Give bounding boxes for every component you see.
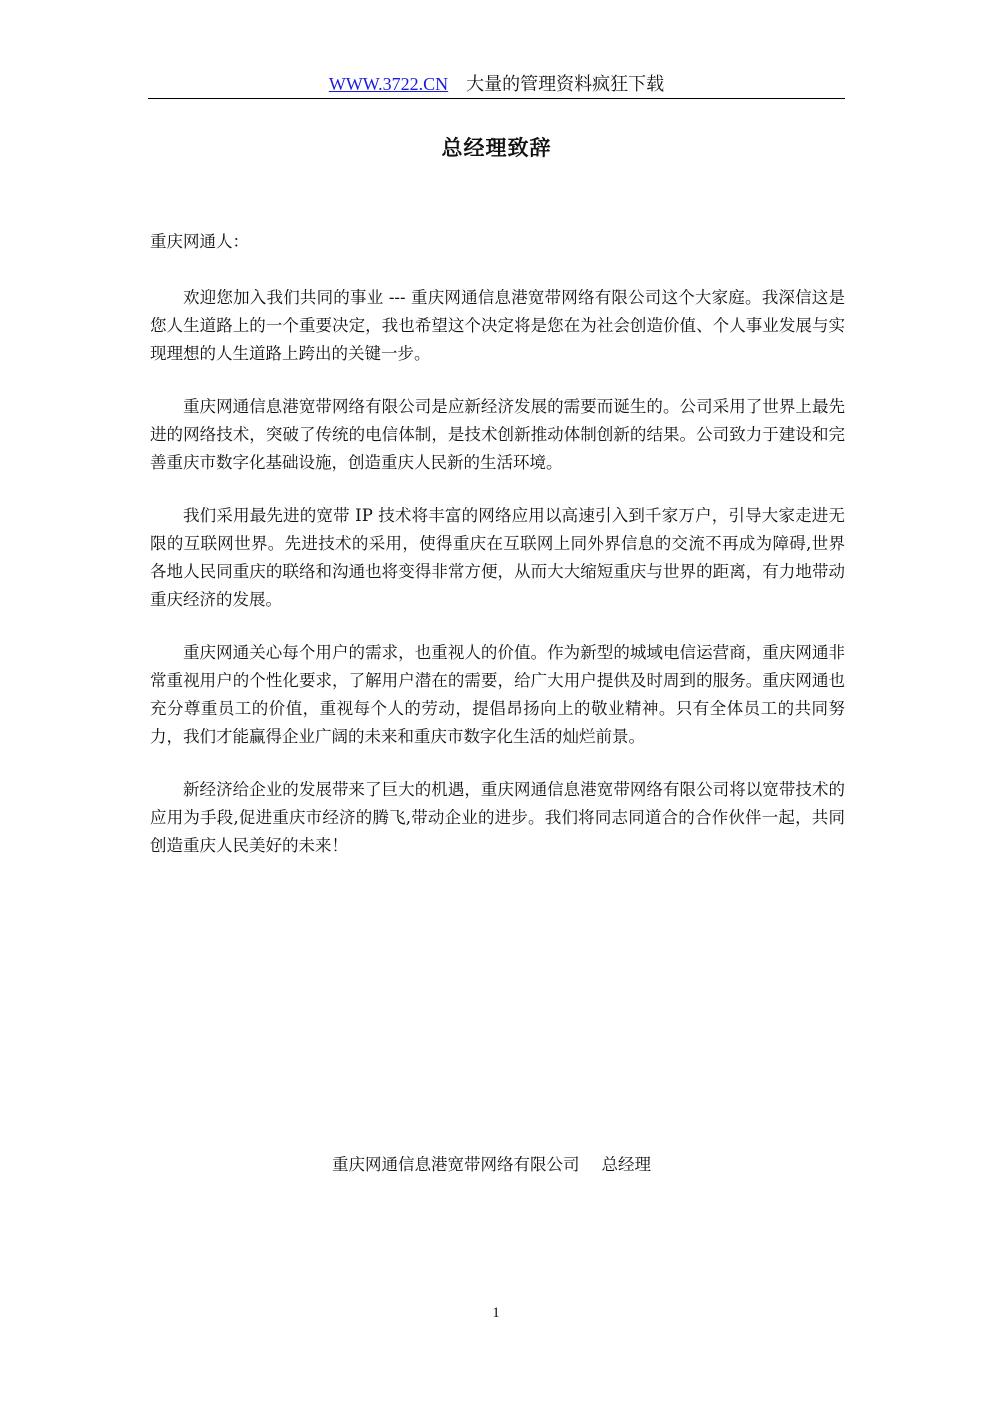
paragraph-broadband-tech: 我们采用最先进的宽带 IP 技术将丰富的网络应用以高速引入到千家万户，引导大家走进无限的互联网世界。先进技术的采用，使得重庆在互联网上同外界信息的交流不再成为障碍,世界各地人民同重庆的联络和沟通也将变得非常方便，从而大大缩短重庆与世界的距离，有力地带动重庆经济的发展。 [150, 506, 845, 609]
page-number: 1 [492, 1305, 500, 1321]
paragraph-company-origin: 重庆网通信息港宽带网络有限公司是应新经济发展的需要而诞生的。公司采用了世界上最先进的网络技术，突破了传统的电信体制，是技术创新推动体制创新的结果。公司致力于建设和完善重庆市数字化基础设施，创造重庆人民新的生活环境。 [150, 397, 845, 472]
paragraph-welcome: 欢迎您加入我们共同的事业 --- 重庆网通信息港宽带网络有限公司这个大家庭。我深信这是您人生道路上的一个重要决定，我也希望这个决定将是您在为社会创造价值、个人事业发展与实现理想的人生道路上跨出的关键一步。 [150, 288, 845, 363]
signature-company: 重庆网通信息港宽带网络有限公司 [332, 1155, 580, 1174]
paragraph-new-economy: 新经济给企业的发展带来了巨大的机遇，重庆网通信息港宽带网络有限公司将以宽带技术的应用为手段,促进重庆市经济的腾飞,带动企业的进步。我们将同志同道合的合作伙伴一起，共同创造重庆人民美好的未来！ [150, 780, 845, 855]
site-link[interactable]: WWW.3722.CN [328, 74, 449, 94]
signature-role: 总经理 [601, 1155, 651, 1174]
header-tagline: 大量的管理资料疯狂下载 [466, 74, 665, 95]
paragraph-user-value: 重庆网通关心每个用户的需求，也重视人的价值。作为新型的城域电信运营商，重庆网通非常重视用户的个性化要求，了解用户潜在的需要，给广大用户提供及时周到的服务。重庆网通也充分尊重员工的价值，重视每个人的劳动，提倡昂扬向上的敬业精神。只有全体员工的共同努力，我们才能赢得企业广阔的未来和重庆市数字化生活的灿烂前景。 [150, 643, 845, 746]
greeting: 重庆网通人： [150, 232, 249, 251]
document-title: 总经理致辞 [441, 135, 552, 160]
letter-body [150, 284, 845, 885]
page-header [148, 70, 845, 99]
signature [332, 1151, 651, 1179]
